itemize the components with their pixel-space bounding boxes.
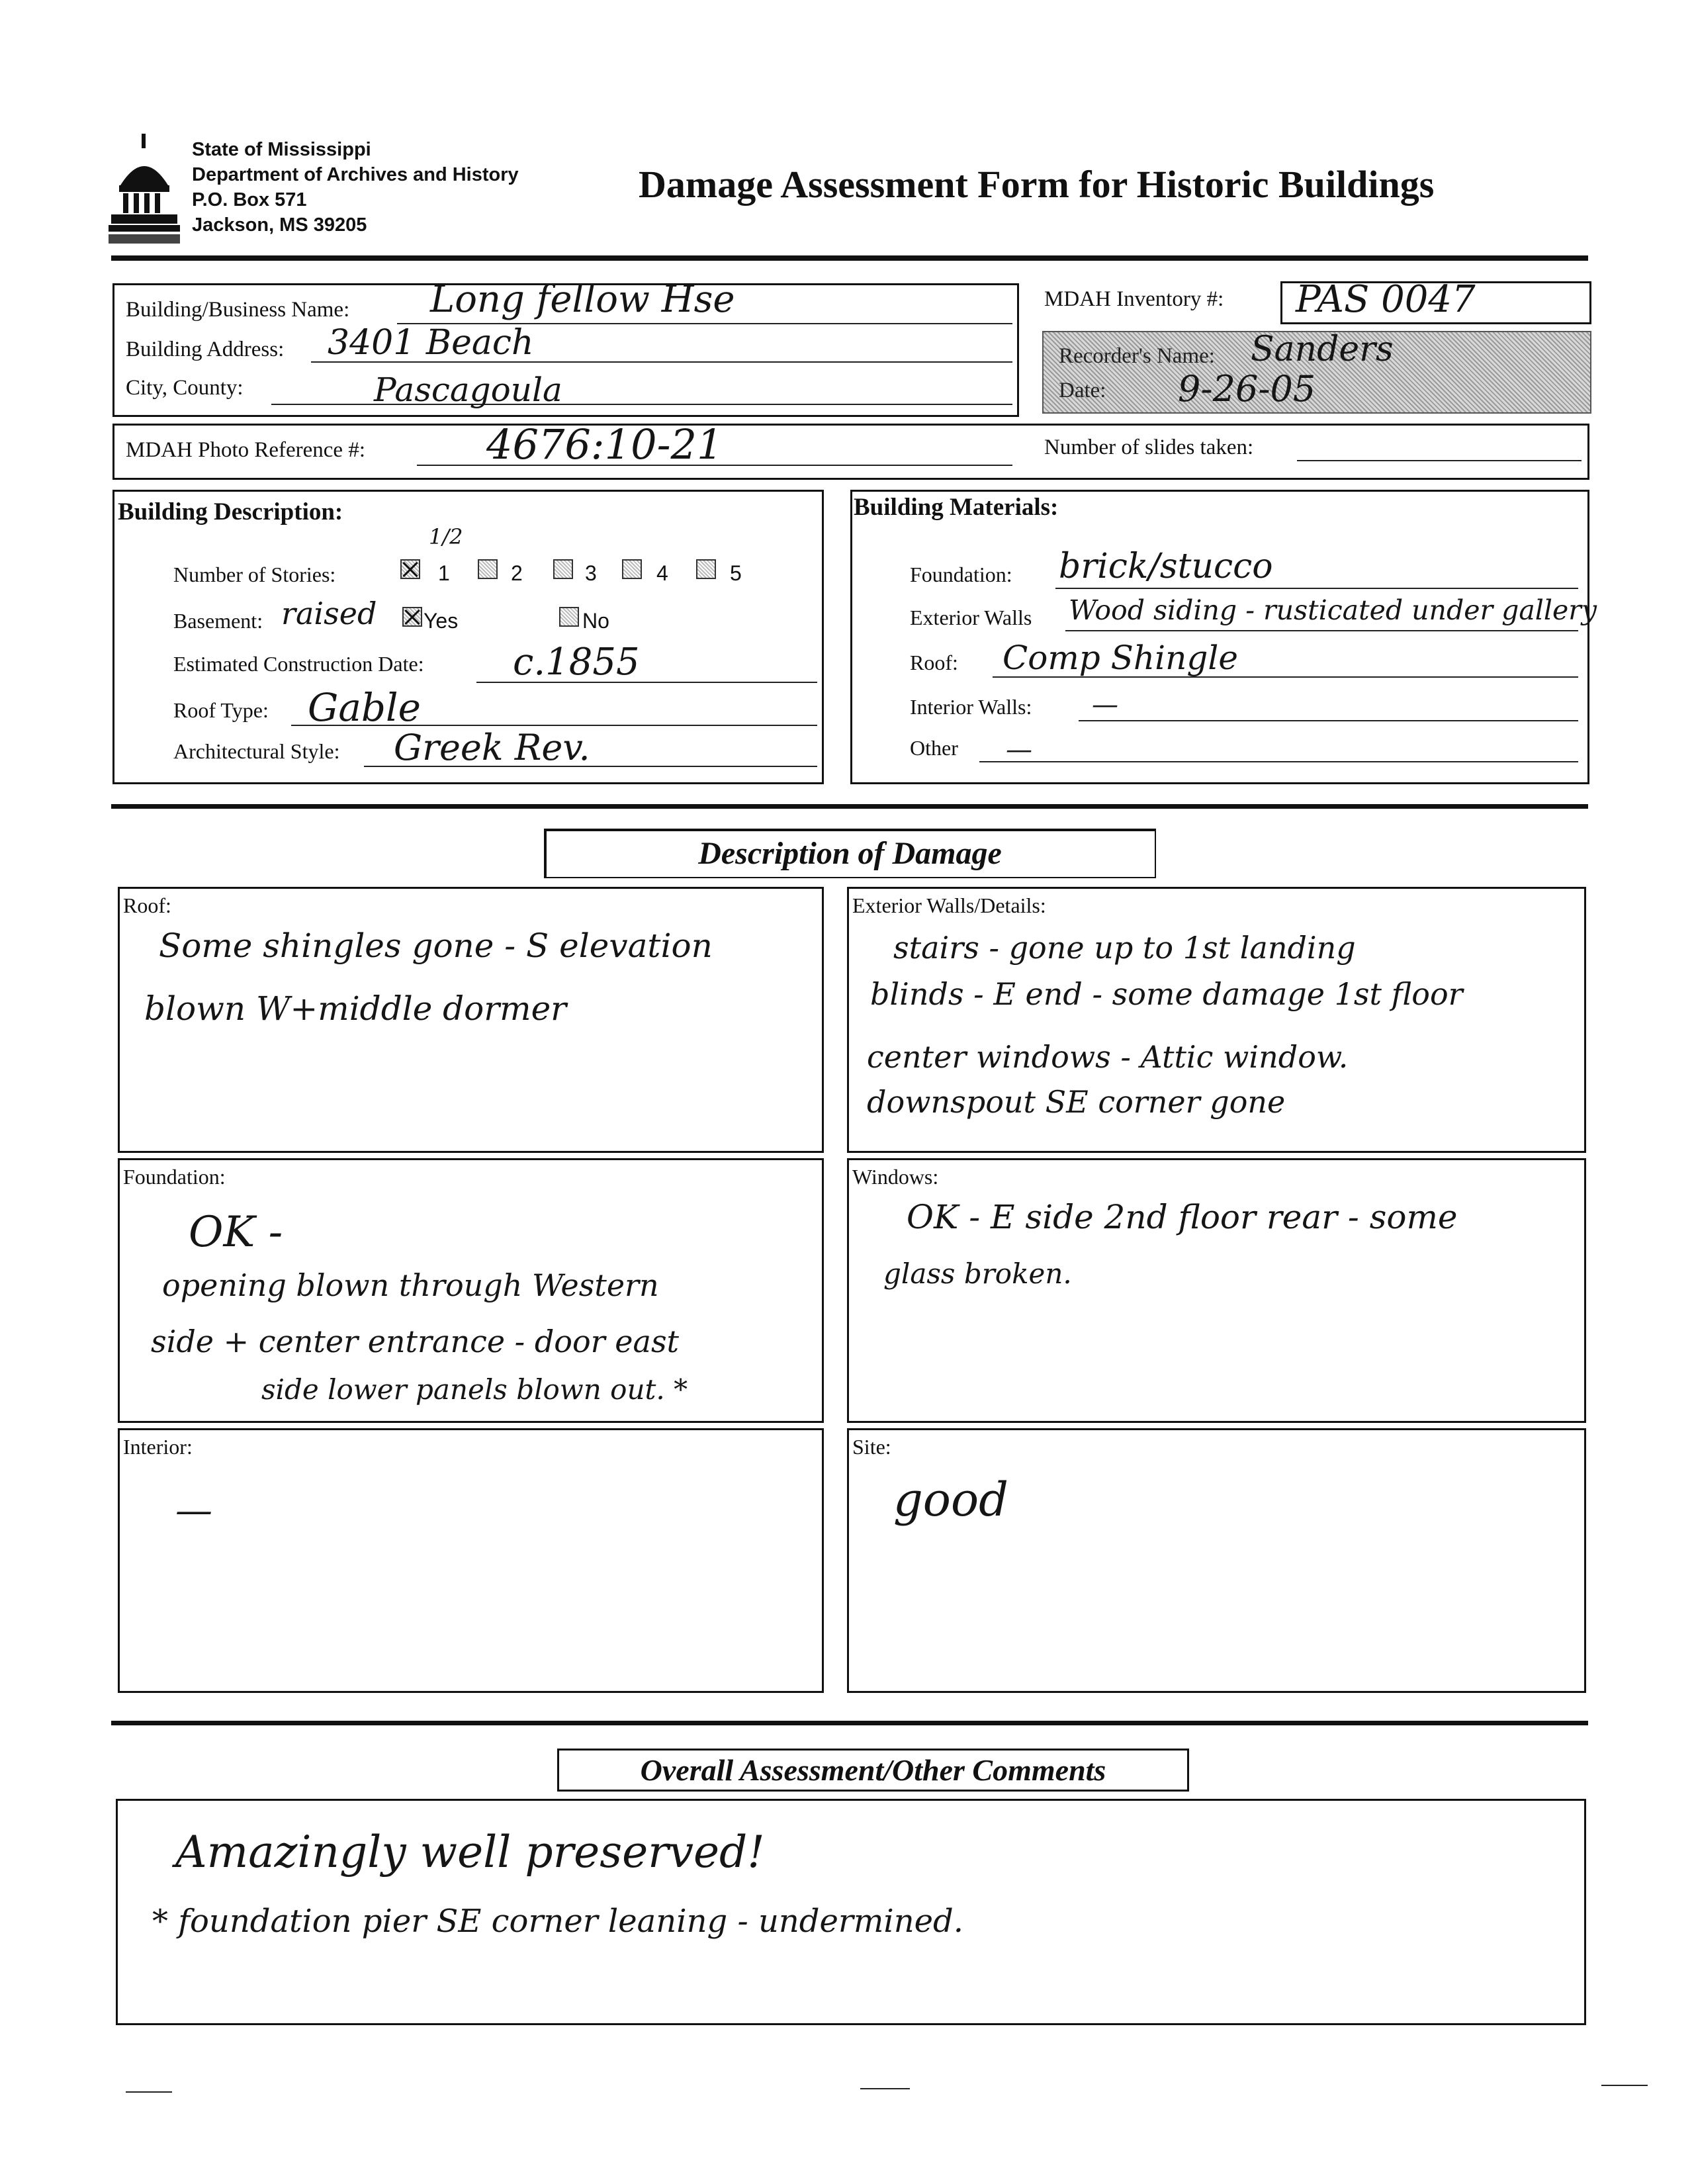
windows-damage-label: Windows: bbox=[852, 1165, 939, 1189]
exterior-damage-line-3: center windows - Attic window. bbox=[867, 1039, 1349, 1075]
site-damage-label: Site: bbox=[852, 1435, 891, 1459]
letterhead-line-2: Department of Archives and History bbox=[192, 164, 519, 185]
roof-type-label: Roof Type: bbox=[173, 698, 269, 722]
mat-walls-label: Exterior Walls bbox=[910, 606, 1032, 629]
inventory-label: MDAH Inventory #: bbox=[1044, 287, 1224, 311]
construction-date-value[interactable]: c.1855 bbox=[513, 641, 640, 684]
building-address-value[interactable]: 3401 Beach bbox=[328, 323, 534, 363]
exterior-damage-line-4: downspout SE corner gone bbox=[867, 1084, 1286, 1120]
story-5-label: 5 bbox=[730, 561, 742, 585]
header-divider bbox=[111, 255, 1588, 261]
building-name-label: Building/Business Name: bbox=[126, 298, 350, 322]
city-county-value[interactable]: Pascagoula bbox=[374, 371, 562, 409]
story-1-label: 1 bbox=[438, 561, 450, 585]
mat-other-line bbox=[979, 761, 1578, 762]
building-name-value[interactable]: Long fellow Hse bbox=[430, 278, 735, 321]
basement-no-checkbox[interactable] bbox=[559, 607, 579, 627]
recorder-name-label: Recorder's Name: bbox=[1059, 344, 1215, 368]
foundation-damage-line-3: side + center entrance - door east bbox=[151, 1324, 680, 1359]
architectural-style-label: Architectural Style: bbox=[173, 739, 340, 763]
photo-reference-value[interactable]: 4676:10-21 bbox=[486, 420, 723, 469]
site-damage-value: good bbox=[893, 1473, 1008, 1527]
exterior-damage-line-2: blinds - E end - some damage 1st floor bbox=[870, 976, 1463, 1012]
interior-damage-label: Interior: bbox=[123, 1435, 193, 1459]
building-materials-box bbox=[850, 490, 1589, 784]
damage-heading: Description of Damage bbox=[698, 836, 1002, 871]
foundation-damage-line-1: OK - bbox=[189, 1208, 283, 1257]
story-4-label: 4 bbox=[656, 561, 668, 585]
building-description-heading: Building Description: bbox=[118, 498, 343, 525]
form-title: Damage Assessment Form for Historic Buildings bbox=[639, 163, 1435, 206]
building-materials-heading: Building Materials: bbox=[854, 494, 1059, 521]
letterhead-line-3: P.O. Box 571 bbox=[192, 189, 307, 210]
interior-damage-value: — bbox=[175, 1489, 212, 1532]
basement-no-label: No bbox=[582, 609, 609, 633]
story-2-checkbox[interactable] bbox=[478, 559, 498, 579]
letterhead-line-4: Jackson, MS 39205 bbox=[192, 214, 367, 236]
recorder-date-label: Date: bbox=[1059, 379, 1106, 402]
mat-interior-value[interactable]: — bbox=[1092, 690, 1118, 720]
capitol-seal-icon bbox=[107, 132, 181, 245]
slides-taken-line[interactable] bbox=[1297, 460, 1582, 461]
building-address-label: Building Address: bbox=[126, 338, 285, 361]
stories-label: Number of Stories: bbox=[173, 563, 336, 586]
overall-comment-line-1: Amazingly well preserved! bbox=[175, 1827, 765, 1878]
mat-foundation-line bbox=[1055, 588, 1578, 589]
story-3-label: 3 bbox=[585, 561, 597, 585]
foundation-damage-label: Foundation: bbox=[123, 1165, 226, 1189]
basement-note: raised bbox=[281, 596, 377, 631]
interior-damage-box bbox=[118, 1428, 824, 1693]
basement-label: Basement: bbox=[173, 609, 263, 633]
mat-walls-value[interactable]: Wood siding - rusticated under gallery bbox=[1069, 594, 1597, 626]
mat-interior-label: Interior Walls: bbox=[910, 695, 1032, 719]
mat-other-value[interactable]: — bbox=[1006, 735, 1032, 765]
story-2-label: 2 bbox=[511, 561, 523, 585]
inventory-value[interactable]: PAS 0047 bbox=[1296, 278, 1476, 321]
mat-foundation-value[interactable]: brick/stucco bbox=[1059, 547, 1273, 586]
story-5-checkbox[interactable] bbox=[696, 559, 716, 579]
roof-damage-line-1: Some shingles gone - S elevation bbox=[159, 927, 713, 965]
roof-damage-line-2: blown W+middle dormer bbox=[144, 989, 567, 1028]
overall-comment-line-2: * foundation pier SE corner leaning - undermined. bbox=[152, 1903, 964, 1940]
exterior-damage-label: Exterior Walls/Details: bbox=[852, 893, 1046, 917]
basement-yes-label: Yes bbox=[424, 609, 459, 633]
slides-taken-label: Number of slides taken: bbox=[1044, 435, 1254, 459]
foundation-damage-line-4: side lower panels blown out. * bbox=[261, 1373, 688, 1406]
damage-divider bbox=[111, 1721, 1588, 1725]
story-1-checkbox[interactable] bbox=[400, 559, 420, 579]
exterior-damage-line-1: stairs - gone up to 1st landing bbox=[893, 930, 1356, 966]
recorder-name-value[interactable]: Sanders bbox=[1251, 330, 1394, 369]
materials-divider bbox=[111, 804, 1588, 809]
mat-roof-value[interactable]: Comp Shingle bbox=[1003, 639, 1238, 677]
scan-mark bbox=[126, 2091, 172, 2093]
roof-type-value[interactable]: Gable bbox=[308, 685, 421, 730]
basement-yes-checkbox[interactable] bbox=[402, 607, 422, 627]
overall-heading: Overall Assessment/Other Comments bbox=[640, 1753, 1106, 1787]
windows-damage-line-1: OK - E side 2nd floor rear - some bbox=[907, 1198, 1458, 1236]
story-4-checkbox[interactable] bbox=[622, 559, 642, 579]
roof-damage-label: Roof: bbox=[123, 893, 171, 917]
mat-walls-line bbox=[1065, 630, 1578, 631]
mat-roof-label: Roof: bbox=[910, 651, 958, 674]
site-damage-box bbox=[847, 1428, 1586, 1693]
windows-damage-line-2: glass broken. bbox=[883, 1257, 1072, 1290]
scan-mark bbox=[860, 2088, 910, 2089]
story-3-checkbox[interactable] bbox=[553, 559, 573, 579]
photo-reference-label: MDAH Photo Reference #: bbox=[126, 438, 366, 462]
scan-mark bbox=[1601, 2085, 1648, 2086]
foundation-damage-line-2: opening blown through Western bbox=[162, 1267, 659, 1303]
mat-foundation-label: Foundation: bbox=[910, 563, 1012, 586]
stories-note: 1/2 bbox=[429, 524, 463, 549]
mat-interior-line bbox=[1079, 720, 1578, 721]
construction-date-label: Estimated Construction Date: bbox=[173, 652, 424, 676]
recorder-date-value[interactable]: 9-26-05 bbox=[1178, 368, 1316, 410]
letterhead-line-1: State of Mississippi bbox=[192, 139, 371, 160]
city-county-label: City, County: bbox=[126, 376, 244, 400]
architectural-style-value[interactable]: Greek Rev. bbox=[394, 727, 590, 768]
mat-other-label: Other bbox=[910, 736, 958, 760]
